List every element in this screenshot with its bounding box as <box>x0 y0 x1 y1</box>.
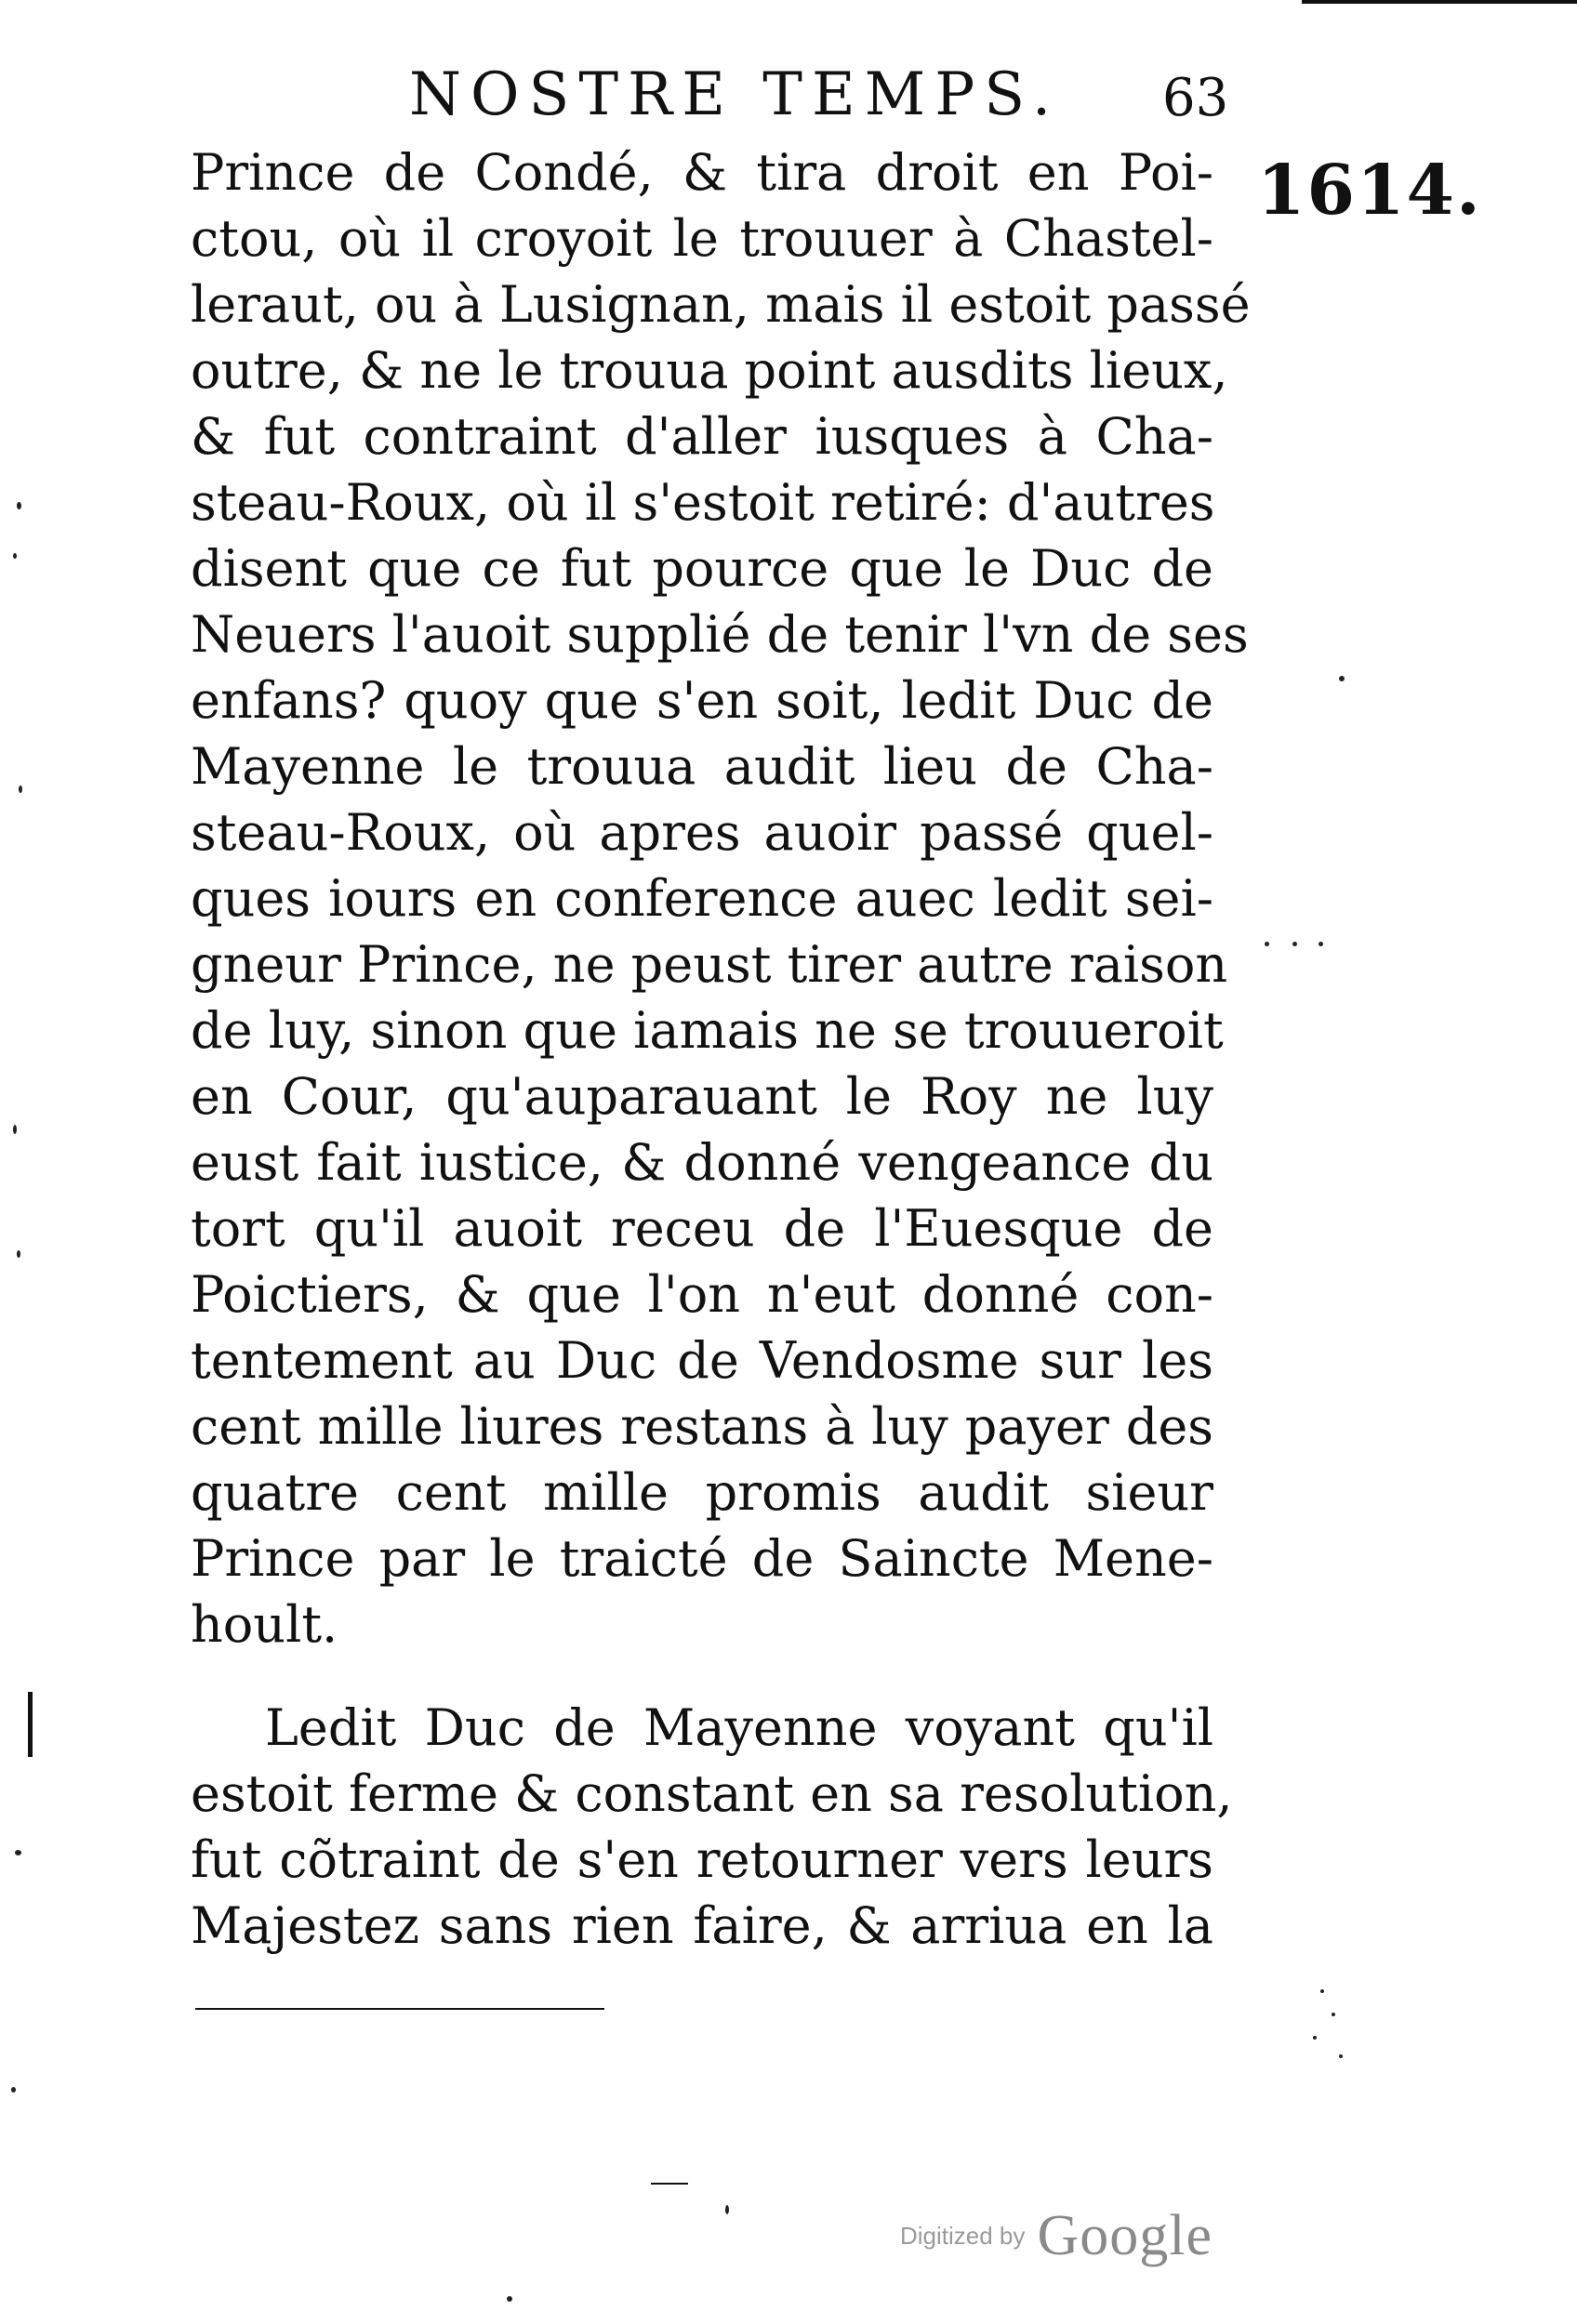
scan-speck <box>15 1850 21 1855</box>
scan-edge-mark <box>651 2183 688 2185</box>
body-text <box>191 139 1251 1959</box>
text-line: steau-Roux, où apres auoir passé quel- <box>191 803 1213 862</box>
text-line: hoult. <box>191 1595 338 1654</box>
scan-speck <box>19 786 22 793</box>
text-line: disent que ce fut pource que le Duc de <box>191 539 1213 598</box>
scan-speck <box>725 2205 729 2214</box>
scan-speck <box>17 1250 20 1258</box>
text-line: gneur Prince, ne peust tirer autre raison <box>191 935 1228 994</box>
scan-speck <box>1265 942 1269 946</box>
paragraph <box>191 1695 1233 1959</box>
scan-speck <box>1313 2036 1317 2040</box>
text-line: fut cõtraint de s'en retourner vers leurs <box>191 1830 1213 1889</box>
text-line: Majestez sans rien faire, & arriua en la <box>191 1896 1213 1955</box>
text-line: outre, & ne le trouua point ausdits lieux, <box>191 341 1228 400</box>
scan-speck <box>1319 942 1323 946</box>
text-line: tentement au Duc de Vendosme sur les <box>191 1331 1213 1390</box>
text-line: ques iours en conference auec ledit sei- <box>191 869 1213 928</box>
paragraph-gap <box>191 1657 1213 1695</box>
running-title: NOSTRE TEMPS. <box>409 60 1061 129</box>
text-line: steau-Roux, où il s'estoit retiré: d'autres <box>191 473 1215 532</box>
scan-speck <box>1332 2013 1335 2016</box>
text-line: Prince par le traicté de Saincte Mene- <box>191 1529 1213 1588</box>
watermark-prefix: Digitized by <box>900 2222 1026 2250</box>
scan-speck <box>13 553 17 559</box>
text-line: Mayenne le trouua audit lieu de Cha- <box>191 737 1213 796</box>
text-line: & fut contraint d'aller iusques à Cha- <box>191 407 1213 466</box>
scan-speck <box>1320 1989 1324 1993</box>
scan-speck <box>1339 676 1345 681</box>
google-logo: Google <box>1037 2204 1213 2267</box>
text-line: ctou, où il croyoit le trouuer à Chastel- <box>191 209 1213 268</box>
text-line: quatre cent mille promis audit sieur <box>191 1463 1213 1522</box>
scan-edge-mark <box>1302 0 1577 4</box>
margin-year-note: 1614. <box>1257 151 1482 231</box>
text-line: leraut, ou à Lusignan, mais il estoit passé <box>191 275 1251 334</box>
text-line: cent mille liures restans à luy payer des <box>191 1397 1213 1456</box>
text-line: tort qu'il auoit receu de l'Euesque de <box>191 1199 1213 1258</box>
scan-edge-mark <box>28 1692 33 1757</box>
scan-speck <box>11 2087 16 2093</box>
scan-speck <box>13 1125 17 1134</box>
text-line: estoit ferme & constant en sa resolution, <box>191 1764 1233 1823</box>
text-line: en Cour, qu'auparauant le Roy ne luy <box>191 1067 1213 1126</box>
scan-speck <box>17 502 21 509</box>
scan-speck <box>507 2296 512 2302</box>
scan-speck <box>1339 2054 1343 2058</box>
scan-speck <box>1292 942 1297 946</box>
text-line: de luy, sinon que iamais ne se trouueroit <box>191 1001 1224 1060</box>
page-number: 63 <box>1162 68 1229 128</box>
text-line: enfans? quoy que s'en soit, ledit Duc de <box>191 671 1213 730</box>
text-line: eust fait iustice, & donné vengeance du <box>191 1133 1213 1192</box>
text-line: Ledit Duc de Mayenne voyant qu'il <box>265 1698 1213 1757</box>
text-line: Poictiers, & que l'on n'eut donné con- <box>191 1265 1213 1324</box>
text-line: Prince de Condé, & tira droit en Poi- <box>191 143 1213 202</box>
paragraph <box>191 139 1251 1657</box>
text-line: Neuers l'auoit supplié de tenir l'vn de ses <box>191 605 1249 664</box>
digitized-watermark <box>900 2203 1213 2269</box>
scan-edge-mark <box>195 2008 604 2010</box>
